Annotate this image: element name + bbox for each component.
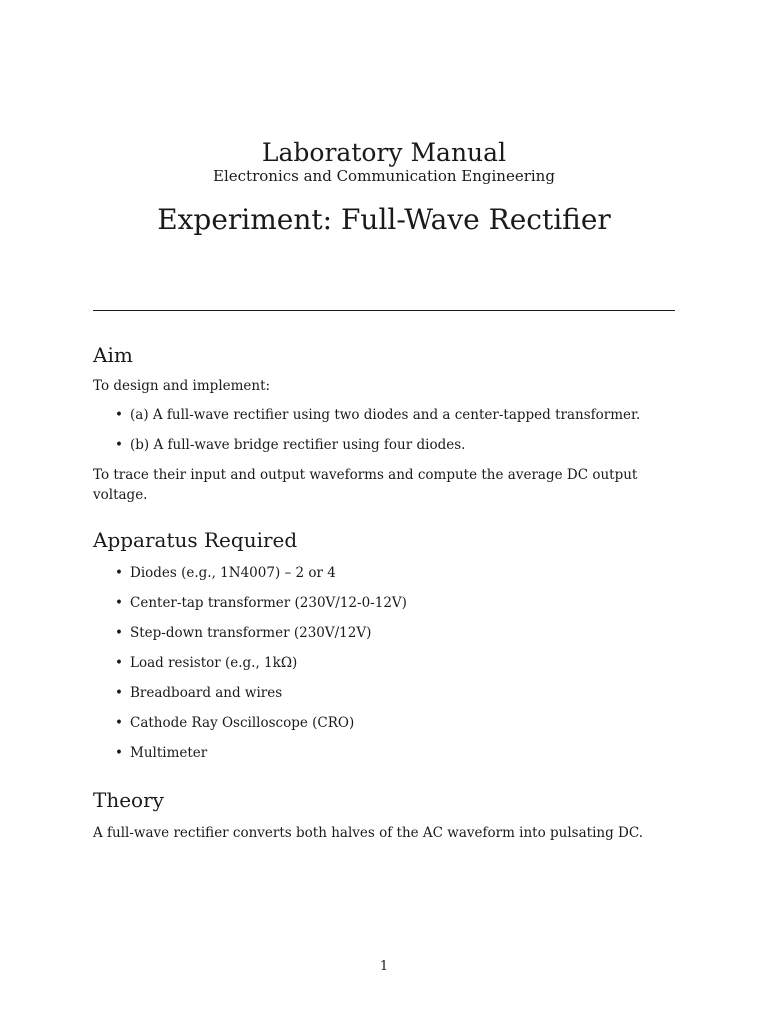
bullet-icon: • <box>115 565 123 581</box>
bullet-icon: • <box>115 437 123 453</box>
page-number: 1 <box>379 959 389 974</box>
aim-intro: To design and implement: <box>93 378 271 394</box>
theory-text: A full-wave rectifier converts both halves of the AC waveform into pulsating DC. <box>93 825 643 841</box>
list-item <box>93 683 683 703</box>
apparatus-item: Diodes (e.g., 1N4007) – 2 or 4 <box>130 565 336 581</box>
bullet-icon: • <box>115 655 123 671</box>
aim-heading: Aim <box>93 343 133 367</box>
apparatus-section <box>93 525 683 763</box>
horizontal-rule <box>93 310 675 311</box>
apparatus-item: Step-down transformer (230V/12V) <box>130 625 372 641</box>
apparatus-item: Multimeter <box>130 745 208 761</box>
theory-heading: Theory <box>93 788 164 812</box>
apparatus-item: Cathode Ray Oscilloscope (CRO) <box>130 715 355 731</box>
apparatus-list <box>93 563 683 763</box>
apparatus-heading: Apparatus Required <box>93 528 298 552</box>
list-item <box>93 743 683 763</box>
bullet-icon: • <box>115 685 123 701</box>
experiment-title: Experiment: Full-Wave Rectifier <box>157 203 611 236</box>
bullet-icon: • <box>115 595 123 611</box>
aim-item-a: (a) A full-wave rectifier using two diodes and a center-tapped transformer. <box>130 407 641 423</box>
bullet-icon: • <box>115 407 123 423</box>
apparatus-item: Breadboard and wires <box>130 685 283 701</box>
theory-section <box>93 785 683 843</box>
aim-item-b: (b) A full-wave bridge rectifier using four diodes. <box>130 437 466 453</box>
list-item <box>93 593 683 613</box>
list-item <box>93 653 683 673</box>
list-item <box>93 435 683 455</box>
aim-list <box>93 405 683 455</box>
list-item <box>93 405 683 425</box>
document-title: Laboratory Manual <box>261 138 507 167</box>
list-item <box>93 563 683 583</box>
aim-section <box>93 340 683 505</box>
document-body <box>93 340 683 843</box>
bullet-icon: • <box>115 625 123 641</box>
apparatus-item: Center-tap transformer (230V/12-0-12V) <box>130 595 407 611</box>
aim-outro: To trace their input and output waveforms and compute the average DC output voltage. <box>93 467 638 503</box>
list-item <box>93 623 683 643</box>
apparatus-item: Load resistor (e.g., 1kΩ) <box>130 655 298 671</box>
bullet-icon: • <box>115 715 123 731</box>
list-item <box>93 713 683 733</box>
document-subtitle: Electronics and Communication Engineering <box>213 167 555 185</box>
bullet-icon: • <box>115 745 123 761</box>
